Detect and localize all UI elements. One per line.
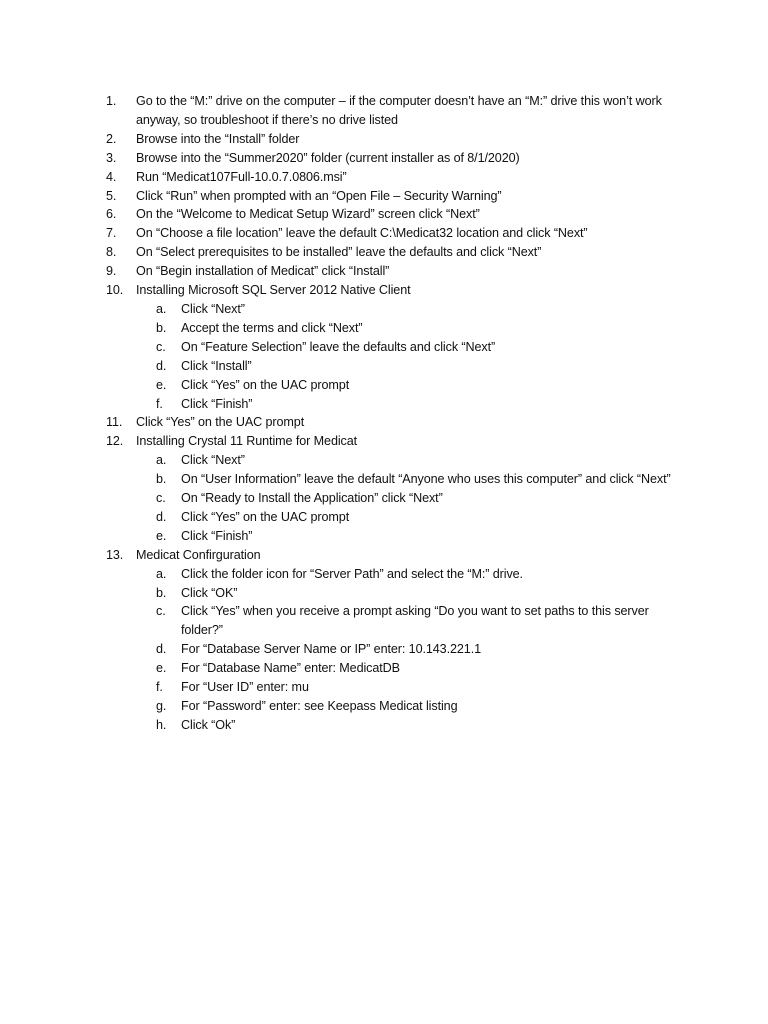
- step-number: 7.: [106, 226, 117, 241]
- step-item: [106, 243, 686, 262]
- step-number: 11.: [106, 415, 123, 430]
- step-item: [106, 92, 686, 130]
- sub-step-text: Click “Yes” on the UAC prompt: [181, 377, 350, 392]
- sub-step-text: Click “Finish”: [181, 528, 253, 543]
- sub-step-letter: c.: [156, 339, 166, 354]
- sub-step-text: Click “Yes” on the UAC prompt: [181, 509, 350, 524]
- sub-step-letter: a.: [156, 453, 167, 468]
- sub-step-text: On “User Information” leave the default “Anyone who uses this computer” and click “Next”: [181, 472, 671, 487]
- step-text: On “Choose a file location” leave the default C:\Medicat32 location and click “Next”: [136, 226, 588, 241]
- sub-step-text: Click “Finish”: [181, 396, 253, 411]
- sub-step-letter: b.: [156, 472, 167, 487]
- sub-step-text: Click “Next”: [181, 453, 245, 468]
- step-number: 13.: [106, 547, 124, 562]
- sub-step-list: [106, 300, 686, 413]
- step-number: 1.: [106, 94, 117, 108]
- step-text: Browse into the “Install” folder: [136, 131, 300, 146]
- step-text: Run “Medicat107Full-10.0.7.0806.msi”: [136, 169, 347, 184]
- step-item: [106, 205, 686, 224]
- step-text: Browse into the “Summer2020” folder (current installer as of 8/1/2020): [136, 150, 520, 165]
- step-item: [106, 413, 686, 432]
- sub-step-item: [106, 395, 686, 414]
- step-text: On “Select prerequisites to be installed” leave the defaults and click “Next”: [136, 245, 542, 260]
- sub-step-text: Accept the terms and click “Next”: [181, 320, 363, 335]
- step-item: [106, 168, 686, 187]
- sub-step-item: [106, 659, 686, 678]
- sub-step-letter: e.: [156, 528, 167, 543]
- instruction-list: [106, 92, 686, 735]
- sub-list-container: [106, 565, 686, 735]
- step-text: Medicat Confirguration: [136, 547, 261, 562]
- sub-step-text: On “Feature Selection” leave the defaults and click “Next”: [181, 339, 496, 354]
- sub-step-list: [106, 451, 686, 546]
- sub-step-item: [106, 357, 686, 376]
- sub-step-item: [106, 602, 686, 640]
- sub-step-text: For “Database Server Name or IP” enter: 10.143.221.1: [181, 642, 482, 657]
- step-number: 10.: [106, 283, 124, 298]
- sub-step-text: Click “Ok”: [181, 717, 236, 732]
- sub-step-letter: c.: [156, 604, 166, 619]
- step-number: 3.: [106, 150, 117, 165]
- sub-step-item: [106, 697, 686, 716]
- step-number: 4.: [106, 169, 117, 184]
- step-item: [106, 224, 686, 243]
- sub-step-letter: d.: [156, 642, 167, 657]
- step-number: 2.: [106, 131, 117, 146]
- sub-step-text: On “Ready to Install the Application” click “Next”: [181, 491, 443, 506]
- step-number: 8.: [106, 245, 117, 260]
- step-text: Click “Run” when prompted with an “Open File – Security Warning”: [136, 188, 502, 203]
- step-number: 5.: [106, 188, 117, 203]
- step-number: 9.: [106, 264, 117, 279]
- sub-step-item: [106, 527, 686, 546]
- step-text: Click “Yes” on the UAC prompt: [136, 415, 305, 430]
- sub-step-item: [106, 716, 686, 735]
- step-text: Installing Crystal 11 Runtime for Medicat: [136, 434, 358, 449]
- step-item: [106, 262, 686, 281]
- sub-step-item: [106, 451, 686, 470]
- sub-step-list: [106, 565, 686, 735]
- sub-step-text: Click the folder icon for “Server Path” and select the “M:” drive.: [181, 566, 523, 581]
- sub-step-item: [106, 300, 686, 319]
- sub-step-letter: f.: [156, 680, 163, 695]
- sub-step-letter: g.: [156, 699, 167, 713]
- step-item: [106, 130, 686, 149]
- sub-step-text: For “Password” enter: see Keepass Medicat listing: [181, 699, 458, 713]
- sub-step-letter: e.: [156, 377, 167, 392]
- step-text: Go to the “M:” drive on the computer – if the computer doesn’t have an “M:” drive this won’t work anyway, so troubleshoot if there’s no drive listed: [136, 94, 662, 127]
- sub-step-letter: d.: [156, 509, 167, 524]
- sub-step-item: [106, 470, 686, 489]
- sub-step-letter: f.: [156, 396, 163, 411]
- sub-step-item: [106, 565, 686, 584]
- sub-step-letter: d.: [156, 358, 167, 373]
- step-text: On “Begin installation of Medicat” click “Install”: [136, 264, 390, 279]
- sub-step-letter: b.: [156, 585, 167, 600]
- sub-step-item: [106, 338, 686, 357]
- sub-step-letter: e.: [156, 661, 167, 676]
- sub-step-item: [106, 319, 686, 338]
- sub-step-text: Click “Install”: [181, 358, 252, 373]
- sub-step-item: [106, 489, 686, 508]
- sub-step-text: For “User ID” enter: mu: [181, 680, 309, 695]
- step-number: 12.: [106, 434, 124, 449]
- sub-step-letter: c.: [156, 491, 166, 506]
- step-item: [106, 187, 686, 206]
- sub-step-text: Click “Next”: [181, 301, 245, 316]
- sub-step-item: [106, 508, 686, 527]
- sub-step-letter: a.: [156, 301, 167, 316]
- sub-step-letter: a.: [156, 566, 167, 581]
- step-item: [106, 546, 686, 565]
- sub-step-letter: b.: [156, 320, 167, 335]
- sub-list-container: [106, 300, 686, 413]
- step-number: 6.: [106, 207, 117, 222]
- sub-step-item: [106, 376, 686, 395]
- sub-step-text: Click “OK”: [181, 585, 238, 600]
- sub-step-item: [106, 584, 686, 603]
- step-item: [106, 432, 686, 451]
- step-text: Installing Microsoft SQL Server 2012 Native Client: [136, 283, 411, 298]
- sub-step-letter: h.: [156, 717, 167, 732]
- sub-step-text: For “Database Name” enter: MedicatDB: [181, 661, 400, 676]
- sub-step-item: [106, 640, 686, 659]
- step-item: [106, 281, 686, 300]
- step-item: [106, 149, 686, 168]
- sub-step-item: [106, 678, 686, 697]
- sub-step-text: Click “Yes” when you receive a prompt asking “Do you want to set paths to this server folder?”: [181, 604, 649, 638]
- step-text: On the “Welcome to Medicat Setup Wizard” screen click “Next”: [136, 207, 480, 222]
- sub-list-container: [106, 451, 686, 546]
